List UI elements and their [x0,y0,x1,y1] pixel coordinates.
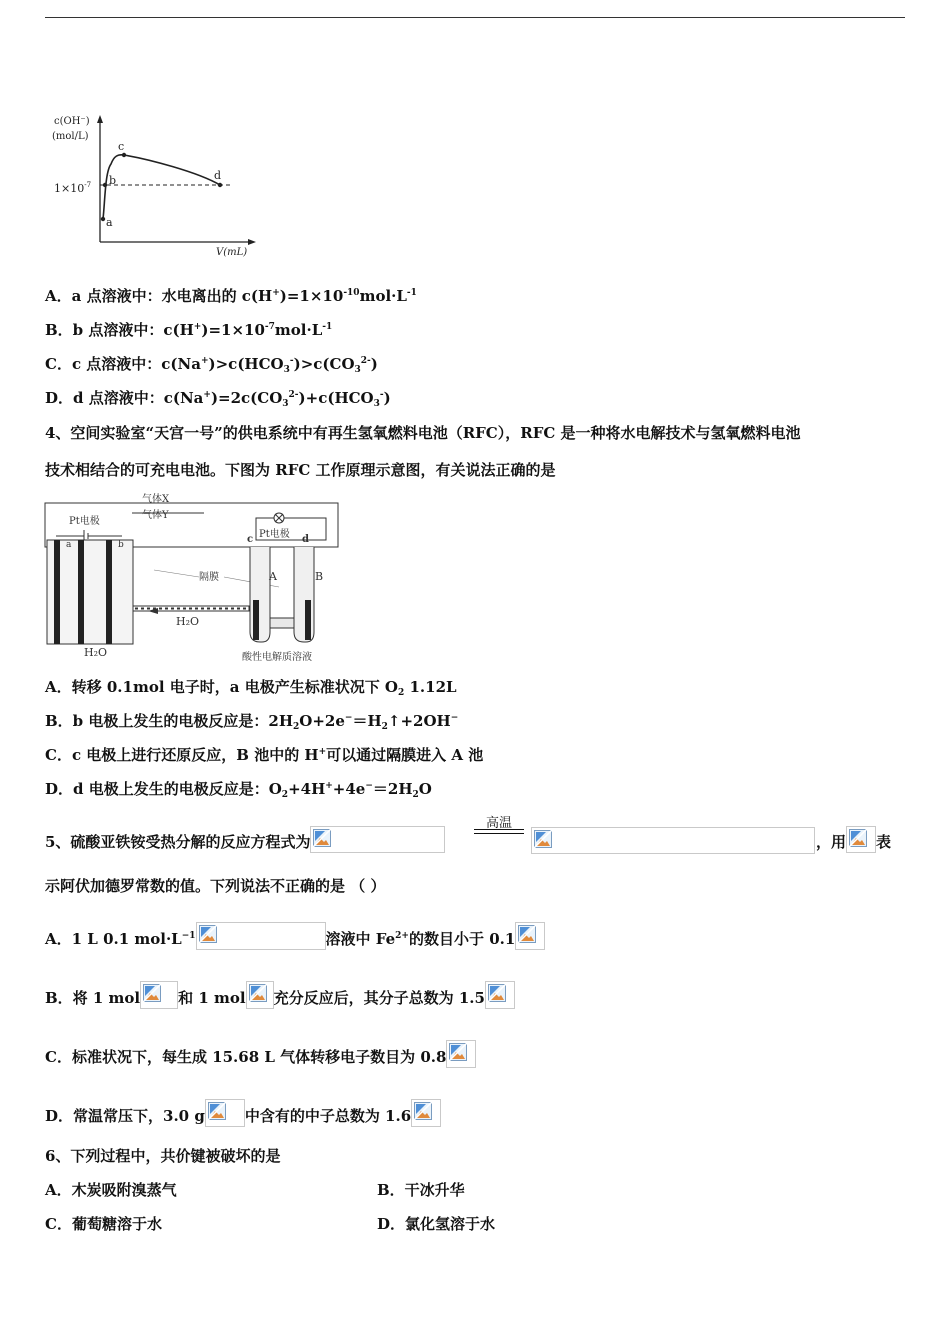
q4-option-b: B．b 电极上发生的电极反应是：$2H_2O+2e^-=H_2↑+2OH^-$ [45,712,459,732]
q4-stem-line1: 4、空间实验室“天宫一号”的供电系统中有再生氢氧燃料电池（RFC），RFC 是一种将水电解技术与氢氧燃料电池 [45,424,801,442]
graph-point-c: c [118,140,125,153]
q3-option-b: B．b 点溶液中：$c(H^+)=1\times 10^{-7}mol\cdot L^{-1}$ [45,321,333,339]
q5-option-b: B．将 1 mol 和 1 mol 充分反应后，其分子总数为 1.5 [45,981,515,1009]
diagram-gas-y: 气体Y [142,510,169,521]
graph-xlabel: V(mL) [216,247,248,258]
graph-point-d: d [214,169,222,182]
q6-option-c: C．葡萄糖溶于水 [45,1215,162,1233]
broken-image-icon [485,981,515,1009]
diagram-pt-right: Pt电极 [259,529,290,540]
diagram-electrode-a: a [66,540,72,550]
diagram-electrode-b: b [118,540,124,550]
broken-image-icon [205,1099,245,1127]
graph-ylabel-1: c(OH⁻) [54,116,90,127]
broken-image-icon [310,826,445,853]
diagram-h2o-left: H₂O [84,646,108,659]
diagram-pt-left: Pt电极 [69,516,100,527]
q6-stem: 6、下列过程中，共价键被破坏的是 [45,1147,281,1165]
broken-image-icon [446,1040,476,1068]
q4-stem-line2: 技术相结合的可充电电池。下图为 RFC 工作原理示意图，有关说法正确的是 [45,461,556,479]
diagram-gas-x: 气体X [142,494,170,505]
diagram-pool-a: A [269,570,277,583]
q5-use-text: ，用 表 [816,826,891,853]
graph-point-b: b [109,174,117,187]
q3-option-c: C．c 点溶液中：$c(Na^+)>c(HCO_3^-)>c(CO_3^{2-})$ [45,355,378,375]
diagram-electrode-c: c [247,534,254,545]
broken-image-icon [196,922,326,950]
top-rule [45,17,905,18]
broken-image-icon [846,826,876,853]
q5-option-a: A．1 L 0.1 $mol\cdot L^{-1}$ 溶液中 $Fe^{2+}$的数目小于 0.1 [45,922,545,950]
diagram-membrane: 隔膜 [199,572,219,583]
reaction-arrow [474,812,524,842]
broken-image-icon [411,1099,441,1127]
broken-image-icon [515,922,545,950]
diagram-pool-b: B [315,570,324,583]
graph-ylabel-2: (mol/L) [52,131,89,142]
q6-option-a: A．木炭吸附溴蒸气 [45,1181,177,1199]
broken-image-icon [140,981,178,1009]
graph-ytick: $1\times 10^{-7}$ [54,181,92,195]
q6-option-d: D．氯化氢溶于水 [377,1215,496,1233]
coh-volume-graph [48,112,263,262]
diagram-h2o-mid: H₂O [176,615,200,628]
q6-option-b: B．干冰升华 [377,1181,465,1199]
q5-stem-line2: 示阿伏加德罗常数的值。下列说法不正确的是 （ ） [45,877,386,895]
q5-option-d: D．常温常压下，3.0 g 中含有的中子总数为 1.6 [45,1099,441,1127]
graph-point-a: a [106,216,113,229]
broken-image-icon [531,827,815,854]
q3-option-a: A．a 点溶液中：水电离出的 $c(H^+)=1\times 10^{-10}mol\cdot L^{-1}$ [45,287,417,305]
rfc-diagram [44,490,344,666]
diagram-electrolyte: 酸性电解质溶液 [242,652,312,663]
reaction-condition: 高温 [485,816,512,831]
broken-image-icon [246,981,274,1009]
q3-option-d: D．d 点溶液中：$c(Na^+)=2c(CO_3^{2-})+c(HCO_3^-)$ [45,389,391,409]
q5-option-c: C．标准状况下，每生成 15.68 L 气体转移电子数目为 0.8 [45,1040,476,1068]
q4-option-c: C．c 电极上进行还原反应，B 池中的 H+可以通过隔膜进入 A 池 [45,746,484,764]
q4-option-a: A．转移 0.1mol 电子时，a 电极产生标准状况下 $O_2$ 1.12L [45,678,457,698]
q4-option-d: D．d 电极上发生的电极反应是：$O_2+4H^++4e^-=2H_2O$ [45,780,432,800]
q5-stem-line1: 5、硫酸亚铁铵受热分解的反应方程式为 [45,826,445,853]
diagram-electrode-d: d [302,534,309,545]
